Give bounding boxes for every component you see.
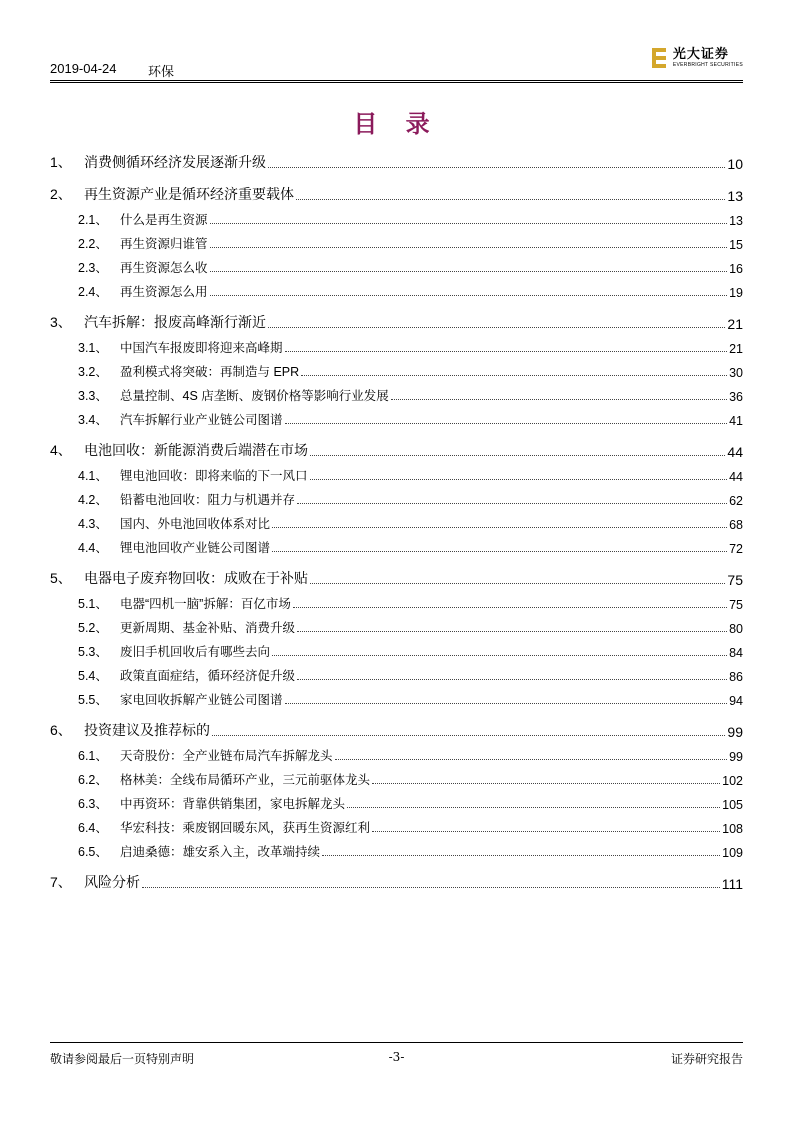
disclaimer-note: 敬请参阅最后一页特别声明 [50, 1052, 195, 1066]
toc-entry-title: 再生资源归谁管 [120, 237, 208, 251]
toc-entry-number: 2.4、 [78, 285, 108, 299]
toc-entry[interactable] [50, 718, 743, 740]
toc-entry-number: 6.5、 [78, 845, 108, 859]
toc-entry[interactable] [50, 510, 743, 532]
toc-dot-leader [322, 854, 720, 856]
toc-entry-title: 中再资环：背靠供销集团，家电拆解龙头 [120, 797, 346, 811]
toc-entry-page: 13 [727, 188, 743, 204]
toc-dot-leader [347, 806, 720, 808]
toc-entry-page: 99 [729, 750, 743, 764]
company-logo [652, 48, 743, 68]
toc-entry-title: 消费侧循环经济发展逐渐升级 [84, 154, 266, 170]
toc-dot-leader [297, 502, 727, 504]
toc-entry[interactable] [50, 838, 743, 860]
toc-entry[interactable] [50, 334, 743, 356]
toc-entry-title: 汽车拆解行业产业链公司图谱 [120, 413, 283, 427]
logo-english-name: EVERBRIGHT SECURITIES [672, 62, 743, 68]
toc-dot-leader [296, 198, 725, 200]
report-date: 2019-04-24 [50, 61, 117, 76]
toc-entry-number: 4.4、 [78, 541, 108, 555]
toc-entry-number: 5.2、 [78, 621, 108, 635]
toc-entry-number: 3、 [50, 314, 72, 330]
toc-entry-title: 再生资源怎么用 [120, 285, 208, 299]
toc-entry-page: 62 [729, 494, 743, 508]
toc-entry-page: 19 [729, 286, 743, 300]
toc-entry-title: 启迪桑德：雄安系入主，改革端持续 [120, 845, 321, 859]
toc-entry-page: 15 [729, 238, 743, 252]
toc-entry-number: 2.3、 [78, 261, 108, 275]
logo-chinese-name: 光大证券 [672, 47, 729, 62]
page-number: -3- [388, 1050, 405, 1064]
toc-entry[interactable] [50, 814, 743, 836]
toc-entry-title: 汽车拆解：报废高峰渐行渐近 [84, 314, 266, 330]
toc-entry-number: 3.4、 [78, 413, 108, 427]
toc-entry[interactable] [50, 438, 743, 460]
toc-entry[interactable] [50, 790, 743, 812]
footer-divider [50, 1042, 743, 1043]
report-sector: 环保 [148, 64, 175, 79]
toc-entry-page: 16 [729, 262, 743, 276]
toc-entry-number: 5.4、 [78, 669, 108, 683]
toc-dot-leader [268, 166, 725, 168]
toc-entry[interactable] [50, 278, 743, 300]
toc-entry[interactable] [50, 358, 743, 380]
toc-entry[interactable] [50, 382, 743, 404]
toc-entry-number: 3.2、 [78, 365, 108, 379]
toc-entry-title: 风险分析 [84, 874, 140, 890]
toc-entry-title: 电池回收：新能源消费后端潜在市场 [84, 442, 308, 458]
toc-entry-number: 4.3、 [78, 517, 108, 531]
toc-entry-title: 废旧手机回收后有哪些去向 [120, 645, 271, 659]
toc-entry-number: 5.5、 [78, 693, 108, 707]
toc-entry-page: 21 [727, 316, 743, 332]
toc-entry-page: 80 [729, 622, 743, 636]
toc-entry-title: 什么是再生资源 [120, 213, 208, 227]
toc-dot-leader [310, 582, 725, 584]
toc-dot-leader [210, 222, 728, 224]
toc-entry[interactable] [50, 766, 743, 788]
toc-entry[interactable] [50, 462, 743, 484]
toc-entry-page: 109 [722, 846, 743, 860]
toc-dot-leader [335, 758, 728, 760]
toc-entry-title: 格林美：全线布局循环产业，三元前驱体龙头 [120, 773, 371, 787]
toc-entry-number: 5、 [50, 570, 72, 586]
toc-entry-title: 华宏科技：乘废钢回暖东风，获再生资源红利 [120, 821, 371, 835]
toc-entry-page: 94 [729, 694, 743, 708]
toc-entry[interactable] [50, 254, 743, 276]
toc-entry-number: 1、 [50, 154, 72, 170]
toc-entry-number: 7、 [50, 874, 72, 890]
toc-dot-leader [285, 702, 728, 704]
toc-entry-page: 86 [729, 670, 743, 684]
toc-entry[interactable] [50, 406, 743, 428]
toc-entry-title: 锂电池回收产业链公司图谱 [120, 541, 271, 555]
toc-entry-page: 36 [729, 390, 743, 404]
toc-entry-title: 投资建议及推荐标的 [84, 722, 210, 738]
toc-entry-page: 75 [727, 572, 743, 588]
toc-entry-page: 10 [727, 156, 743, 172]
toc-entry-number: 6.2、 [78, 773, 108, 787]
toc-entry-page: 108 [722, 822, 743, 836]
toc-entry-page: 41 [729, 414, 743, 428]
toc-dot-leader [142, 886, 720, 888]
toc-entry[interactable] [50, 662, 743, 684]
page-header [50, 47, 743, 80]
toc-entry-title: 政策直面症结，循环经济促升级 [120, 669, 296, 683]
toc-entry-title: 再生资源产业是循环经济重要载体 [84, 186, 294, 202]
toc-dot-leader [372, 830, 720, 832]
toc-entry-title: 电器“四机一脑”拆解：百亿市场 [120, 597, 291, 611]
toc-dot-leader [285, 422, 728, 424]
toc-entry-number: 3.3、 [78, 389, 108, 403]
toc-entry-page: 44 [727, 444, 743, 460]
toc-dot-leader [391, 398, 727, 400]
toc-entry[interactable] [50, 182, 743, 204]
toc-dot-leader [372, 782, 720, 784]
page-footer [50, 1050, 743, 1068]
toc-entry-title: 锂电池回收：即将来临的下一风口 [120, 469, 308, 483]
toc-dot-leader [310, 454, 725, 456]
toc-entry-number: 6、 [50, 722, 72, 738]
toc-entry[interactable] [50, 742, 743, 764]
toc-entry-title: 再生资源怎么收 [120, 261, 208, 275]
toc-entry[interactable] [50, 614, 743, 636]
toc-entry[interactable] [50, 686, 743, 708]
toc-dot-leader [272, 550, 727, 552]
toc-dot-leader [285, 350, 728, 352]
toc-dot-leader [301, 374, 727, 376]
toc-dot-leader [210, 270, 728, 272]
toc-entry-number: 2.2、 [78, 237, 108, 251]
toc-entry[interactable] [50, 230, 743, 252]
toc-dot-leader [272, 526, 727, 528]
toc-entry-page: 102 [722, 774, 743, 788]
toc-entry-number: 3.1、 [78, 341, 108, 355]
toc-entry-number: 2.1、 [78, 213, 108, 227]
toc-entry[interactable] [50, 486, 743, 508]
toc-entry-number: 4.1、 [78, 469, 108, 483]
header-divider-secondary [50, 82, 743, 83]
logo-mark-icon [652, 48, 668, 68]
toc-entry-title: 更新周期、基金补贴、消费升级 [120, 621, 296, 635]
toc-entry-page: 72 [729, 542, 743, 556]
toc-dot-leader [297, 630, 727, 632]
toc-entry-page: 111 [721, 876, 743, 892]
toc-entry-title: 盈利模式将突破：再制造与 EPR [120, 365, 300, 379]
report-type: 证券研究报告 [670, 1052, 743, 1066]
toc-entry[interactable] [50, 870, 743, 892]
toc-entry[interactable] [50, 534, 743, 556]
toc-entry-page: 13 [729, 214, 743, 228]
toc-dot-leader [310, 478, 728, 480]
toc-entry-page: 21 [729, 342, 743, 356]
toc-entry-page: 75 [729, 598, 743, 612]
toc-entry[interactable] [50, 150, 743, 172]
toc-entry[interactable] [50, 590, 743, 612]
toc-entry[interactable] [50, 310, 743, 332]
toc-dot-leader [268, 326, 725, 328]
toc-entry-page: 44 [729, 470, 743, 484]
toc-entry-title: 天奇股份：全产业链布局汽车拆解龙头 [120, 749, 333, 763]
toc-entry-number: 5.1、 [78, 597, 108, 611]
toc-entry-title: 电器电子废弃物回收：成败在于补贴 [84, 570, 308, 586]
toc-entry-title: 总量控制、4S 店垄断、废钢价格等影响行业发展 [120, 389, 389, 403]
toc-entry-number: 6.1、 [78, 749, 108, 763]
toc-entry-title: 中国汽车报废即将迎来高峰期 [120, 341, 283, 355]
toc-entry-page: 99 [727, 724, 743, 740]
toc-entry-number: 2、 [50, 186, 72, 202]
toc-entry-title: 家电回收拆解产业链公司图谱 [120, 693, 283, 707]
toc-heading: 目 录 [353, 109, 440, 138]
toc-entry-page: 84 [729, 646, 743, 660]
toc-entry-number: 4、 [50, 442, 72, 458]
toc-dot-leader [293, 606, 727, 608]
toc-entry-title: 国内、外电池回收体系对比 [120, 517, 271, 531]
toc-entry[interactable] [50, 206, 743, 228]
toc-entry-title: 铅蓄电池回收：阻力与机遇并存 [120, 493, 296, 507]
toc-entry[interactable] [50, 638, 743, 660]
toc-entry-number: 6.3、 [78, 797, 108, 811]
toc-entry-page: 30 [729, 366, 743, 380]
toc-dot-leader [297, 678, 727, 680]
toc-dot-leader [210, 246, 728, 248]
toc-entry-number: 5.3、 [78, 645, 108, 659]
toc-entry-number: 6.4、 [78, 821, 108, 835]
toc-entry-page: 68 [729, 518, 743, 532]
toc-dot-leader [212, 734, 725, 736]
toc-dot-leader [272, 654, 727, 656]
toc-entry[interactable] [50, 566, 743, 588]
header-divider [50, 80, 743, 81]
toc-dot-leader [210, 294, 728, 296]
toc-entry-number: 4.2、 [78, 493, 108, 507]
toc-entry-page: 105 [722, 798, 743, 812]
